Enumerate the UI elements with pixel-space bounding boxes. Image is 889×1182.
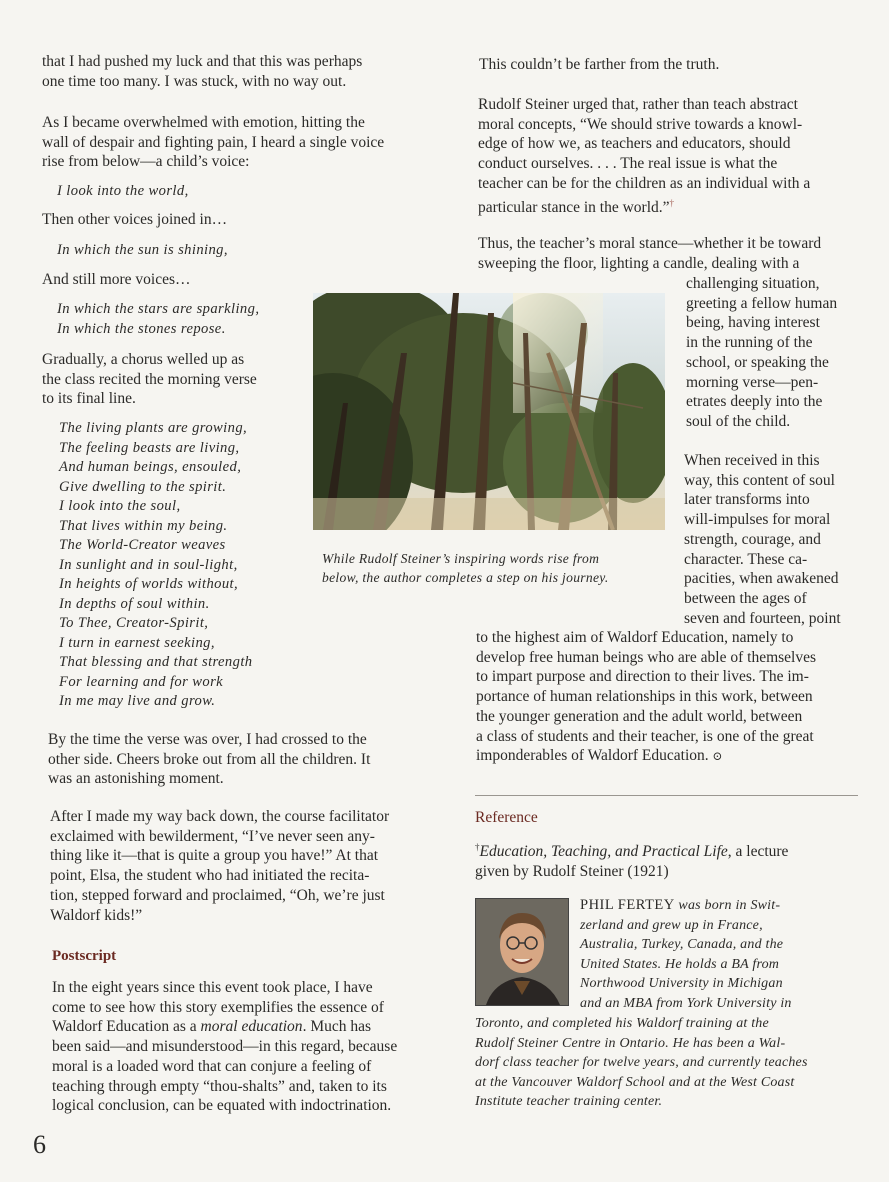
paragraph-after (50, 807, 389, 925)
verse-line: That blessing and that strength (59, 654, 253, 670)
page-number: 6 (33, 1130, 46, 1159)
text-line: and an MBA from York University in (580, 995, 792, 1011)
text-line: develop free human beings who are able of themselves (476, 648, 817, 666)
text-line: was an astonishing moment. (48, 770, 224, 788)
verse-line: To Thee, Creator-Spirit, (59, 615, 209, 631)
verse-line: That lives within my being. (59, 517, 228, 534)
text-line: the younger generation and the adult world, between (476, 707, 803, 725)
text-line: Thus, the teacher’s moral stance—whether it be toward (478, 235, 822, 252)
text-line: other side. Cheers broke out from all the children. It (48, 750, 371, 768)
text-line: In which the stars are sparkling, (57, 301, 260, 317)
morning-verse (59, 419, 252, 712)
text-line: portance of human relationships in this work, between (476, 688, 813, 706)
text-line: wall of despair and fighting pain, I heard a single voice (42, 133, 385, 151)
emphasis-moral-education: moral education (200, 1018, 303, 1036)
verse-stanza-3 (57, 300, 259, 339)
text-line: When received in this (684, 452, 820, 469)
text-line: come to see how this story exemplifies the essence of (52, 998, 384, 1016)
text-line (475, 838, 788, 862)
text-line (476, 746, 816, 767)
text-line: that I had pushed my luck and that this was perhaps (42, 53, 363, 70)
text-line: between the ages of (684, 589, 807, 607)
verse-line-2 (57, 241, 228, 261)
text-line: pacities, when awakened (684, 570, 839, 588)
text-line: point, Elsa, the student who had initiated the recita- (50, 867, 370, 885)
text-line: edge of how we, as teachers and educators, should (478, 135, 791, 153)
reference-entry (475, 838, 788, 882)
text-line: way, this content of soul (684, 471, 835, 489)
text-line: strength, courage, and (684, 530, 821, 548)
text-line: given by Rudolf Steiner (1921) (475, 862, 669, 880)
text-line: later transforms into (684, 491, 810, 509)
caption-line: below, the author completes a step on his journey. (322, 570, 609, 585)
text-line: school, or speaking the (686, 353, 829, 371)
paragraph-postscript (52, 978, 397, 1116)
text-line: being, having interest (686, 314, 820, 332)
text-line: will-impulses for moral (684, 511, 831, 529)
text-line: United States. He holds a BA from (580, 956, 780, 972)
text-line: After I made my way back down, the course facilitator (50, 808, 390, 825)
text-line: at the Vancouver Waldorf School and at the West Coast (475, 1074, 795, 1090)
verse-line-1 (57, 182, 189, 202)
text-fragment: imponderables of Waldorf Education. (476, 747, 709, 765)
text-line: to its final line. (42, 390, 136, 408)
paragraph-crossed (48, 730, 370, 789)
paragraph-steiner-quote (478, 95, 810, 217)
verse-line: In sunlight and in soul-light, (59, 556, 238, 573)
text-still-voices: And still more voices… (42, 271, 191, 288)
text-line: sweeping the floor, lighting a candle, dealing with a (478, 254, 800, 272)
verse-line: In depths of soul within. (59, 595, 210, 612)
verse-line: I look into the soul, (59, 498, 181, 514)
end-mark-icon: ⊙ (712, 749, 723, 764)
text-then-voices: Then other voices joined in… (42, 211, 228, 228)
author-portrait (475, 898, 569, 1006)
author-name: PHIL FERTEY (580, 897, 675, 913)
text-line: morning verse—pen- (686, 373, 819, 391)
verse-line: In heights of worlds without, (59, 576, 239, 592)
forest-photo-art (313, 293, 665, 530)
text-line: Rudolf Steiner urged that, rather than teach abstract (478, 96, 798, 113)
text-line: to the highest aim of Waldorf Education, namely to (476, 629, 794, 646)
text-line: a class of students and their teacher, is one of the great (476, 727, 814, 745)
text-line: one time too many. I was stuck, with no way out. (42, 72, 347, 90)
verse-line: In me may live and grow. (59, 693, 216, 709)
verse-line: Give dwelling to the spirit. (59, 478, 227, 495)
footnote-marker: † (669, 197, 675, 208)
paragraph-gradually (42, 350, 257, 409)
text-line: moral is a loaded word that can conjure a feeling of (52, 1057, 372, 1075)
postscript-heading: Postscript (52, 948, 117, 964)
divider (475, 795, 858, 796)
text-line: In the eight years since this event took place, I have (52, 979, 373, 996)
text-line: Waldorf kids!” (50, 906, 143, 924)
text-truth: This couldn’t be farther from the truth. (479, 56, 720, 73)
text-line: teaching through empty “thou-shalts” and, taken to its (52, 1077, 387, 1095)
text-line: Toronto, and completed his Waldorf training at the (475, 1016, 769, 1031)
text-fragment: particular stance in the world.” (478, 198, 670, 216)
text-line: moral concepts, “We should strive towards a knowl- (478, 115, 803, 133)
paragraph-thus-narrow (686, 274, 837, 432)
text-fragment: was born in Swit- (674, 898, 781, 913)
text-line: conduct ourselves. . . . The real issue is what the (478, 155, 778, 173)
photo-caption (322, 549, 609, 587)
text-line: character. These ca- (684, 550, 808, 568)
text-line: tion, stepped forward and proclaimed, “Oh, we’re just (50, 886, 385, 904)
text-fragment: , a lecture (727, 843, 789, 861)
paragraph-when-narrow (684, 451, 841, 628)
text-line: the class recited the morning verse (42, 370, 257, 388)
verse-line: The feeling beasts are living, (59, 439, 240, 456)
text-line: seven and fourteen, point (684, 609, 841, 627)
text-line: Rudolf Steiner Centre in Ontario. He has been a Wal- (475, 1035, 786, 1051)
text-line: Institute teacher training center. (475, 1094, 663, 1110)
text-line: logical conclusion, can be equated with indoctrination. (52, 1097, 392, 1115)
text-line: rise from below—a child’s voice: (42, 153, 250, 171)
verse-line: The World-Creator weaves (59, 537, 226, 553)
verse-line: The living plants are growing, (59, 420, 248, 436)
text-line: greeting a fellow human (686, 294, 838, 312)
text-line: soul of the child. (686, 412, 791, 430)
text-line: Australia, Turkey, Canada, and the (580, 937, 784, 953)
text-line: thing like it—that is quite a group you have!” At that (50, 847, 379, 865)
forest-photo (313, 293, 665, 530)
verse-line: I turn in earnest seeking, (59, 634, 215, 651)
author-bio-narrow (580, 896, 792, 1014)
verse-line: And human beings, ensouled, (59, 459, 242, 475)
caption-line: While Rudolf Steiner’s inspiring words rise from (322, 551, 600, 566)
reference-heading: Reference (475, 809, 538, 826)
author-bio-full (475, 1014, 808, 1112)
text-line: in the running of the (686, 334, 813, 352)
author-portrait-art (476, 899, 568, 1005)
text-line: By the time the verse was over, I had crossed to the (48, 731, 367, 748)
text-line: challenging situation, (686, 275, 820, 292)
text-fragment: Waldorf Education as a (52, 1018, 201, 1036)
reference-title: Education, Teaching, and Practical Life (479, 843, 728, 861)
text-line: dorf class teacher for twelve years, and currently teaches (475, 1055, 808, 1071)
text-line: etrates deeply into the (686, 393, 823, 411)
verse-line: For learning and for work (59, 673, 224, 690)
text-line: to impart purpose and direction to their lives. The im- (476, 668, 809, 686)
text-line: been said—and misunderstood—in this regard, because (52, 1038, 398, 1056)
text-line: In which the stones repose. (57, 320, 226, 337)
footnote-marker: † (475, 842, 480, 852)
paragraph-stuck (42, 52, 362, 91)
text-line (478, 194, 810, 218)
text-line: As I became overwhelmed with emotion, hitting the (42, 114, 365, 131)
paragraph-when-full (476, 628, 816, 767)
paragraph-thus-top (478, 234, 821, 273)
text-line: In which the sun is shining, (57, 242, 228, 258)
text-line: zerland and grew up in France, (580, 917, 763, 933)
text-fragment: . Much has (302, 1018, 372, 1036)
text-line: Northwood University in Michigan (580, 976, 783, 992)
text-line: I look into the world, (57, 183, 189, 199)
text-line (580, 896, 792, 916)
text-line: Gradually, a chorus welled up as (42, 351, 245, 368)
text-line: teacher can be for the children as an individual with a (478, 174, 811, 192)
text-line: exclaimed with bewilderment, “I’ve never seen any- (50, 827, 375, 845)
paragraph-overwhelmed (42, 113, 384, 172)
text-line (52, 1017, 397, 1037)
